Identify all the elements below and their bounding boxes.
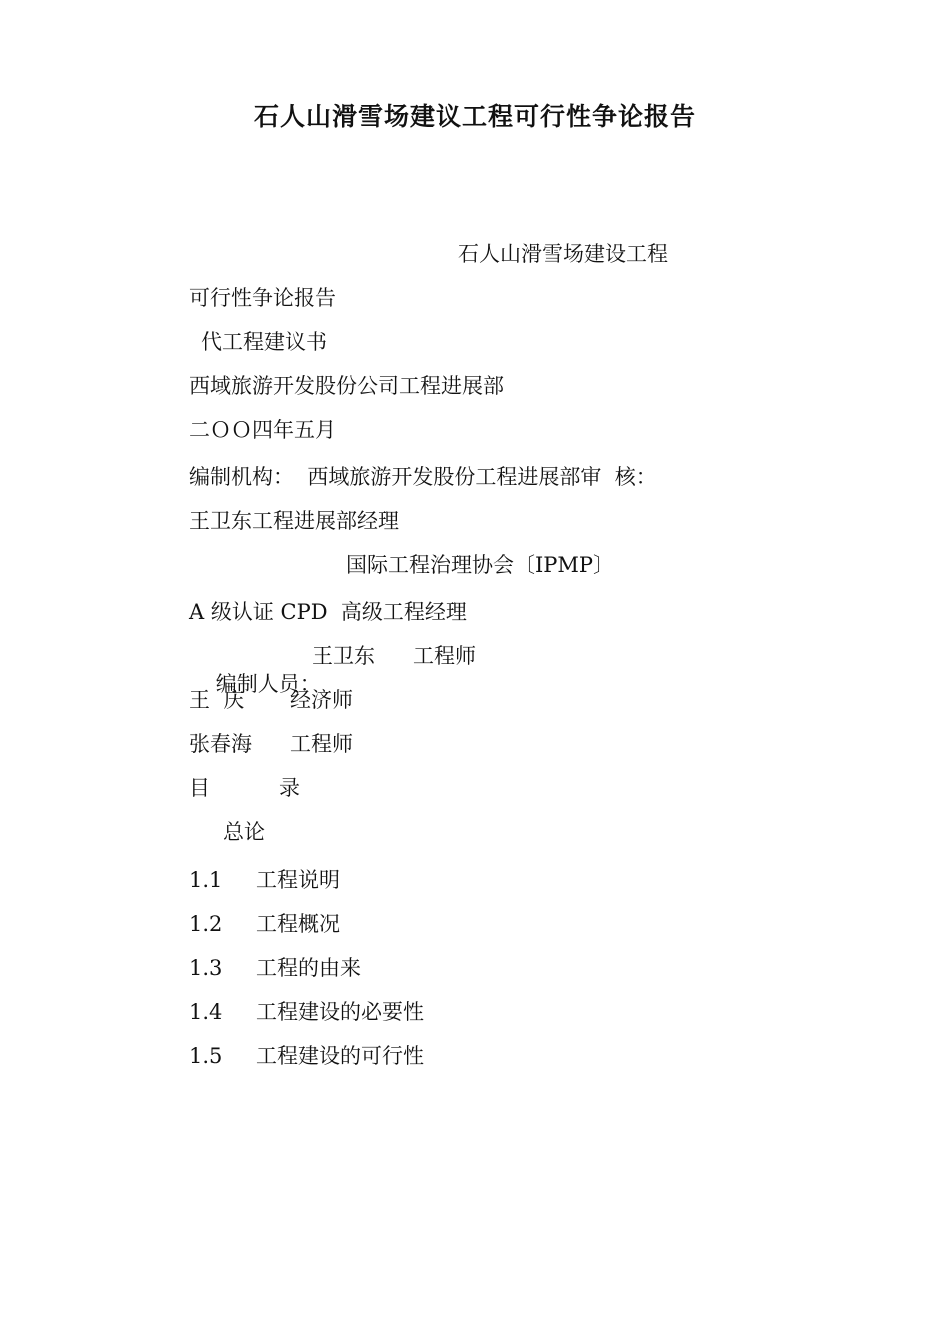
staff-title: 工程师 [413,644,476,668]
staff-name: 王卫东 [312,644,375,668]
cover-subtitle: 代工程建议书 [201,330,327,354]
toc-item-number: 1.5 [189,1044,223,1068]
toc-item-number: 1.3 [189,956,223,980]
cover-project-name: 石人山滑雪场建设工程 [458,242,668,266]
reviewer-line: 王卫东工程进展部经理 [189,509,399,533]
toc-item-label: 工程的由来 [256,956,361,980]
toc-heading-right: 录 [279,776,300,800]
toc-item-label: 工程建设的可行性 [256,1044,424,1068]
toc-item-label: 工程建设的必要性 [256,1000,424,1024]
toc-item-number: 1.2 [189,912,223,936]
certification-line: A 级认证 CPD 高级工程经理 [189,600,467,624]
toc-item-number: 1.1 [189,868,223,892]
toc-item-label: 工程概况 [256,912,340,936]
toc-item-number: 1.4 [189,1000,223,1024]
staff-prefix: 编制人员： [215,672,321,696]
staff-title: 经济师 [290,688,353,712]
cover-report-type: 可行性争论报告 [189,286,336,310]
toc-section: 总论 [223,820,265,844]
ipmp-line: 国际工程治理协会〔IPMP〕 [346,553,615,577]
compiler-line: 编制机构： 西域旅游开发股份工程进展部审 核： [189,465,657,489]
staff-name: 王 庆 [189,688,245,712]
toc-item-label: 工程说明 [256,868,340,892]
cover-organization: 西域旅游开发股份公司工程进展部 [189,374,504,398]
cover-date: 二ＯＯ四年五月 [189,418,336,442]
toc-heading-left: 目 [189,776,210,800]
document-title: 石人山滑雪场建议工程可行性争论报告 [253,102,696,131]
staff-name: 张春海 [189,732,252,756]
staff-title: 工程师 [290,732,353,756]
